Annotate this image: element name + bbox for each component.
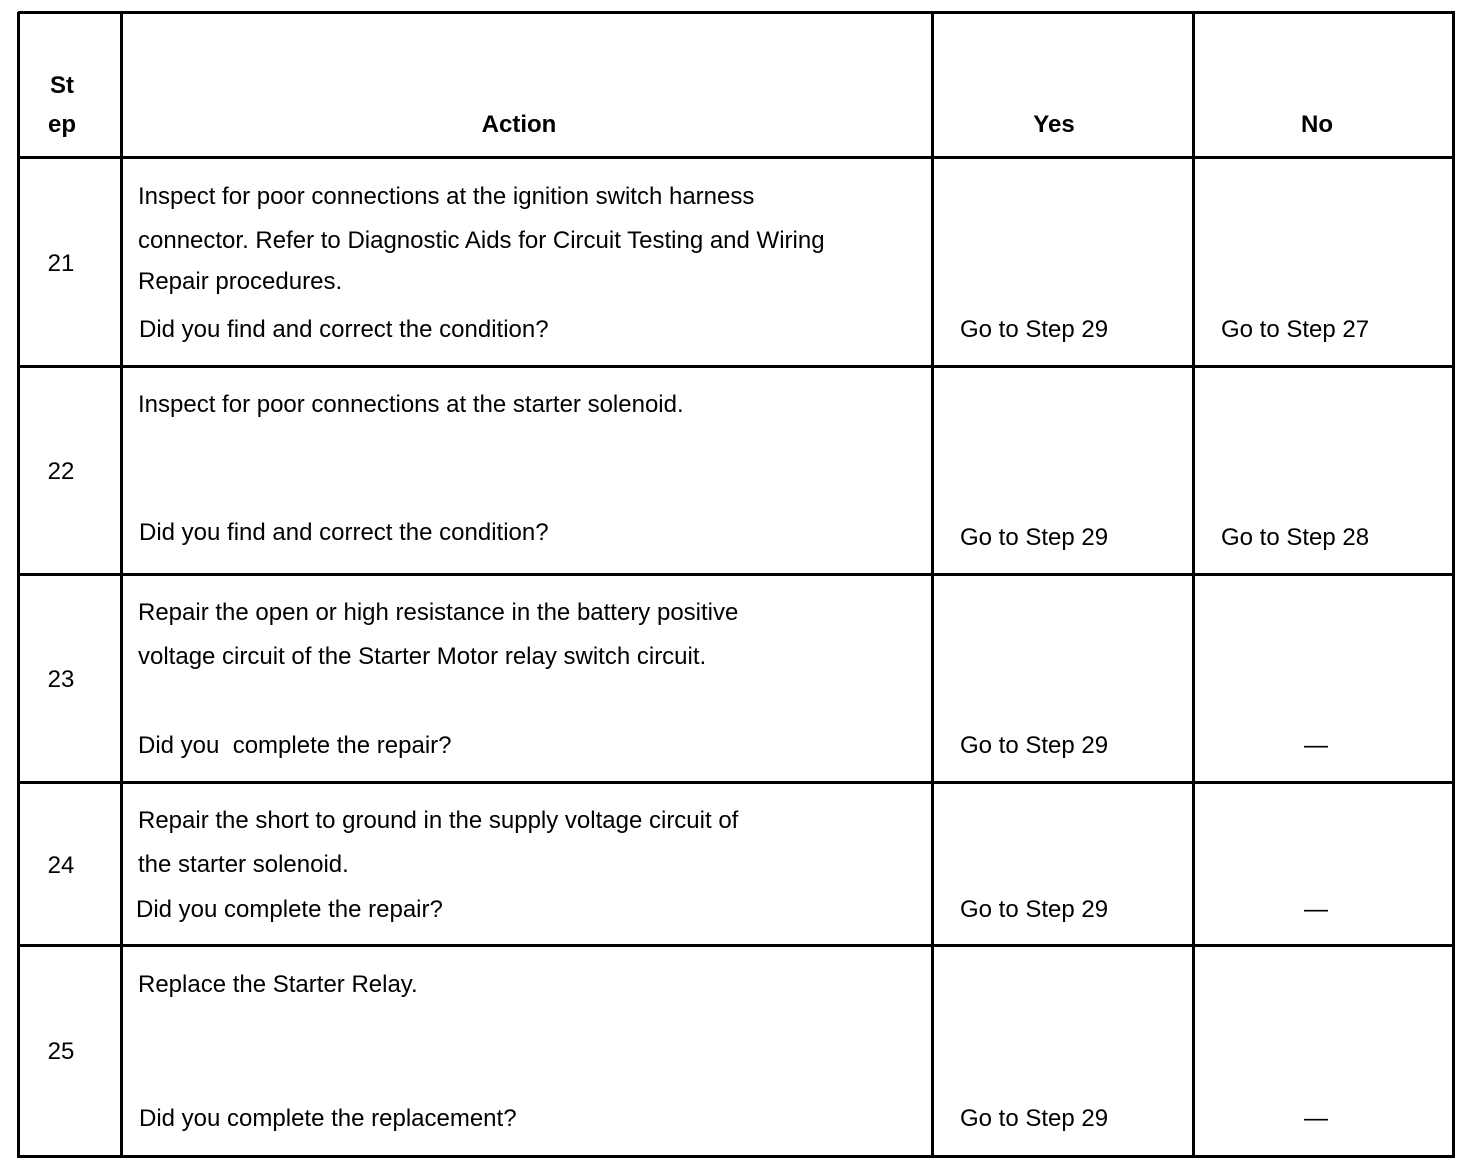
header-divider bbox=[18, 156, 1455, 159]
step-number: 25 bbox=[47, 1038, 75, 1065]
action-text: Replace the Starter Relay. bbox=[138, 971, 418, 998]
action-text: the starter solenoid. bbox=[138, 851, 349, 878]
step-number: 23 bbox=[47, 666, 75, 693]
row-divider bbox=[18, 944, 1455, 947]
col-divider bbox=[1192, 12, 1195, 1158]
row-divider bbox=[18, 573, 1455, 576]
no-result: Go to Step 27 bbox=[1221, 316, 1370, 343]
no-result: — bbox=[1304, 1105, 1328, 1132]
no-result: Go to Step 28 bbox=[1221, 524, 1370, 551]
action-question: Did you find and correct the condition? bbox=[139, 519, 549, 546]
action-text: Inspect for poor connections at the ignition switch harness bbox=[138, 183, 755, 210]
no-result: — bbox=[1304, 896, 1328, 923]
header-step-line2: ep bbox=[47, 111, 77, 138]
header-no: No bbox=[1301, 111, 1333, 138]
header-action: Action bbox=[481, 111, 557, 138]
action-text: Repair procedures. bbox=[138, 268, 343, 295]
no-result: — bbox=[1304, 732, 1328, 759]
step-number: 22 bbox=[47, 458, 75, 485]
action-text: voltage circuit of the Starter Motor relay switch circuit. bbox=[138, 643, 707, 670]
action-text: Inspect for poor connections at the starter solenoid. bbox=[138, 391, 684, 418]
col-divider bbox=[120, 12, 123, 1158]
yes-result: Go to Step 29 bbox=[960, 1105, 1109, 1132]
col-divider bbox=[931, 12, 934, 1158]
header-yes: Yes bbox=[1033, 111, 1075, 138]
yes-result: Go to Step 29 bbox=[960, 896, 1109, 923]
table-border-bottom bbox=[18, 1155, 1455, 1158]
yes-result: Go to Step 29 bbox=[960, 524, 1109, 551]
action-question: Did you complete the repair? bbox=[136, 896, 443, 923]
step-number: 24 bbox=[47, 852, 75, 879]
yes-result: Go to Step 29 bbox=[960, 732, 1109, 759]
action-text: connector. Refer to Diagnostic Aids for Circuit Testing and Wiring bbox=[138, 227, 825, 254]
action-text: Repair the open or high resistance in the battery positive bbox=[138, 599, 739, 626]
action-question: Did you find and correct the condition? bbox=[139, 316, 549, 343]
action-question: Did you complete the repair? bbox=[138, 732, 452, 759]
table-border-top bbox=[18, 11, 1455, 14]
action-question: Did you complete the replacement? bbox=[139, 1105, 517, 1132]
yes-result: Go to Step 29 bbox=[960, 316, 1109, 343]
row-divider bbox=[18, 781, 1455, 784]
step-number: 21 bbox=[47, 250, 75, 277]
col-divider bbox=[1452, 12, 1455, 1158]
header-step-line1: St bbox=[50, 72, 74, 99]
action-text: Repair the short to ground in the supply voltage circuit of bbox=[138, 807, 739, 834]
col-divider bbox=[17, 12, 20, 1158]
row-divider bbox=[18, 365, 1455, 368]
